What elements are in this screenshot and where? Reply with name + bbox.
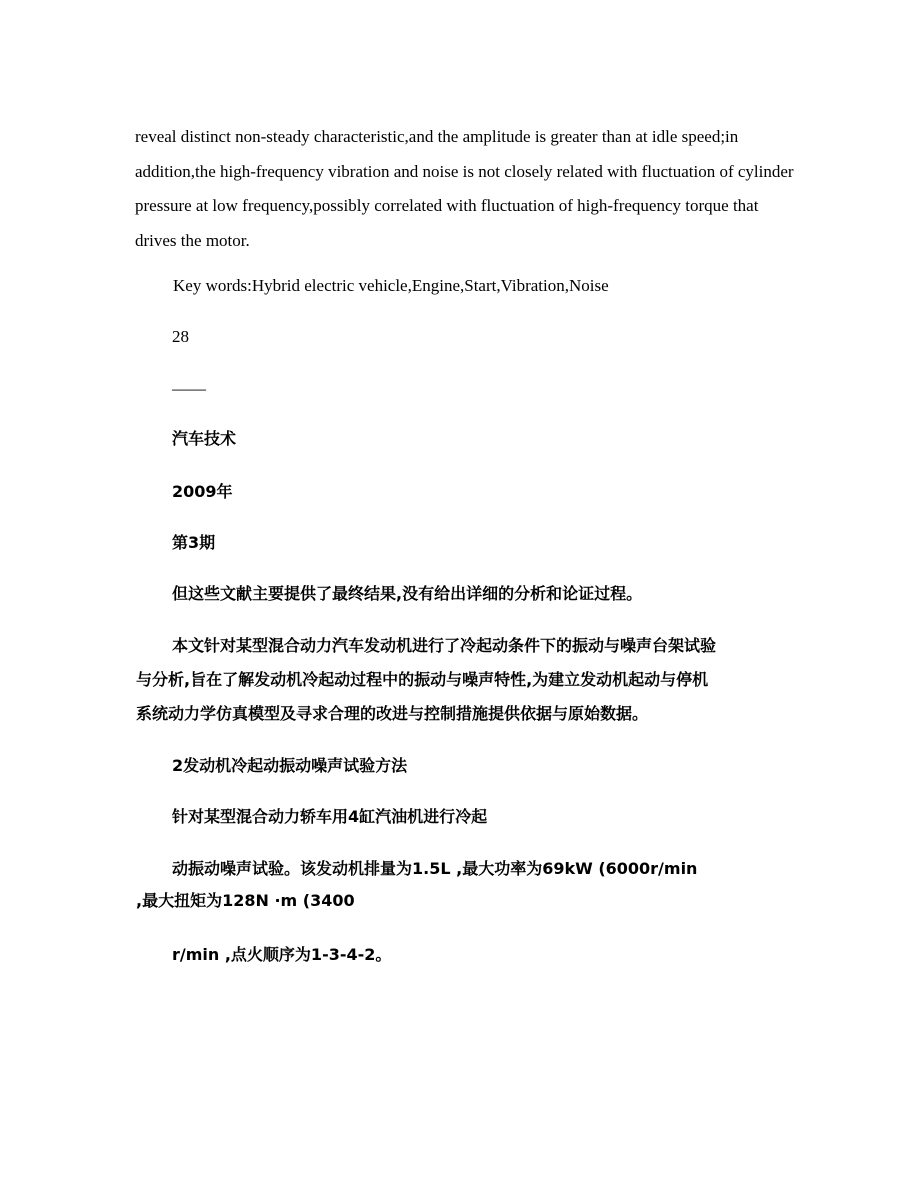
page-number: 28 — [172, 327, 189, 346]
key-words: Key words:Hybrid electric vehicle,Engine,Start,Vibration,Noise — [173, 276, 609, 295]
paragraph-2-line-2: 与分析,旨在了解发动机冷起动过程中的振动与噪声特性,为建立发动机起动与停机 — [136, 670, 709, 689]
paragraph-2-line-1: 本文针对某型混合动力汽车发动机进行了冷起动条件下的振动与噪声台架试验 — [172, 636, 717, 655]
journal-name: 汽车技术 — [172, 429, 237, 448]
paragraph-4-line-1: 动振动噪声试验。该发动机排量为1.5L ,最大功率为69kW (6000r/min — [172, 859, 698, 878]
paragraph-2-line-3: 系统动力学仿真模型及寻求合理的改进与控制措施提供依据与原始数据。 — [136, 704, 649, 723]
journal-issue: 第3期 — [172, 533, 216, 552]
abstract-continued-text: reveal distinct non-steady characteristic,and the amplitude is greater than at idle speed;in addition,the high-frequency vibration and noise is not closely related with fluctuation of cylinder pressure at low frequency,possibly correlated with fluctuation of high-frequency torque that drives the motor. — [135, 127, 794, 250]
separator-rule: —— — [172, 379, 206, 398]
paragraph-1: 但这些文献主要提供了最终结果,没有给出详细的分析和论证过程。 — [172, 584, 643, 603]
paragraph-5: r/min ,点火顺序为1-3-4-2。 — [172, 945, 392, 964]
paragraph-4-line-2: ,最大扭矩为128N ·m (3400 — [136, 891, 355, 910]
paragraph-3: 针对某型混合动力轿车用4缸汽油机进行冷起 — [172, 807, 488, 826]
section-heading: 2发动机冷起动振动噪声试验方法 — [172, 756, 408, 775]
journal-year: 2009年 — [172, 482, 233, 501]
